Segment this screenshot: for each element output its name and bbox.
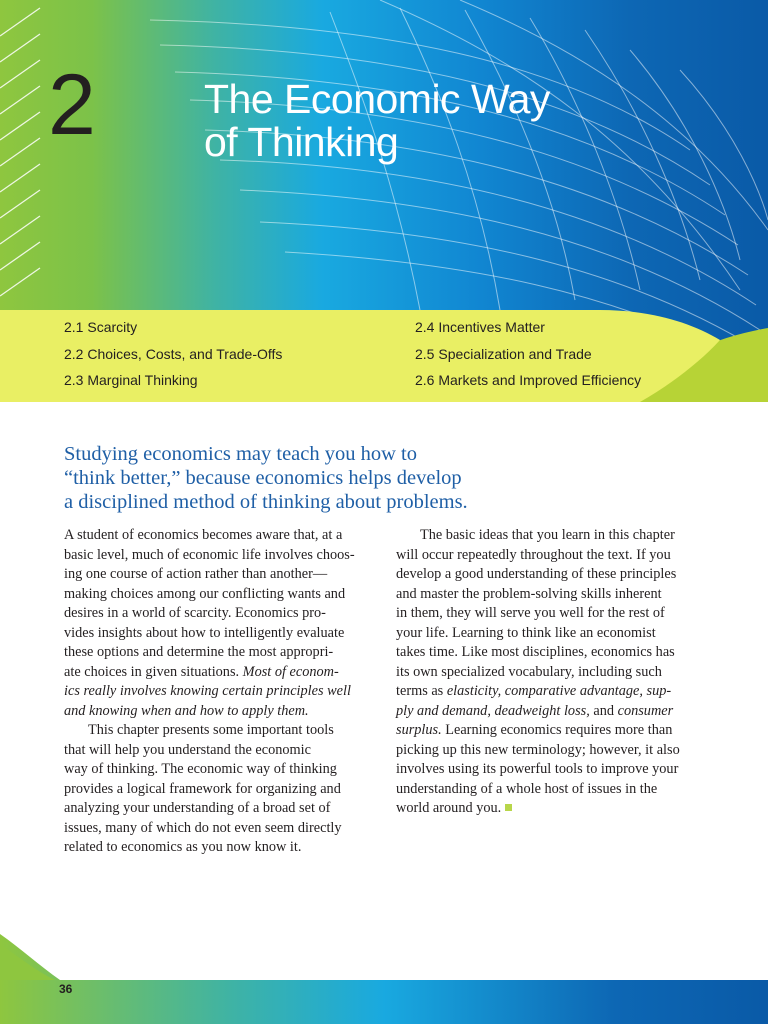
body-text: Learning economics requires more than bbox=[441, 722, 673, 738]
stripe-lines-graphic bbox=[0, 8, 40, 296]
chapter-title-line: The Economic Way bbox=[204, 76, 550, 122]
body-text: ate choices in given situations. bbox=[64, 663, 243, 680]
body-line: picking up this new terminology; however, it also bbox=[396, 741, 680, 758]
body-line bbox=[396, 682, 696, 702]
section-link[interactable]: 2.6 Markets and Improved Efficiency bbox=[415, 372, 642, 388]
section-link[interactable]: 2.2 Choices, Costs, and Trade-Offs bbox=[64, 346, 283, 362]
section-link[interactable]: 2.5 Specialization and Trade bbox=[415, 346, 592, 362]
body-column-right bbox=[396, 526, 696, 819]
end-of-section-square-icon bbox=[505, 804, 512, 811]
chapter-number: 2 bbox=[48, 57, 96, 153]
body-line: its own specialized vocabulary, including such bbox=[396, 663, 662, 680]
intro-lead bbox=[64, 442, 564, 514]
body-line: these options and determine the most appropri- bbox=[64, 644, 334, 660]
chapter-title bbox=[204, 78, 550, 164]
body-line bbox=[64, 682, 364, 702]
body-line: A student of economics becomes aware that, at a bbox=[64, 527, 343, 543]
body-line: your life. Learning to think like an economist bbox=[396, 624, 656, 641]
footer-band bbox=[0, 920, 768, 1024]
body-line: that will help you understand the economic bbox=[64, 741, 311, 758]
body-line bbox=[64, 702, 364, 722]
emphasis-text: ics really involves knowing certain principles well bbox=[64, 683, 351, 699]
body-line: basic level, much of economic life involves choos- bbox=[64, 546, 355, 563]
body-line: ing one course of action rather than another— bbox=[64, 566, 328, 582]
body-line: way of thinking. The economic way of thinking bbox=[64, 761, 337, 777]
body-line: issues, many of which do not even seem directly bbox=[64, 819, 342, 836]
intro-line: “think better,” because economics helps develop bbox=[64, 467, 462, 489]
emphasis-text: Most of econom- bbox=[242, 663, 339, 680]
body-line: involves using its powerful tools to improve your bbox=[396, 761, 679, 777]
body-line: This chapter presents some important tools bbox=[88, 722, 334, 738]
body-line: and master the problem-solving skills inherent bbox=[396, 585, 662, 602]
body-line: will occur repeatedly throughout the text. If you bbox=[396, 546, 671, 563]
body-text: and bbox=[589, 702, 618, 719]
body-line: develop a good understanding of these principles bbox=[396, 566, 677, 582]
body-line: The basic ideas that you learn in this chapter bbox=[420, 527, 675, 543]
body-line: understanding of a whole host of issues in the bbox=[396, 780, 658, 797]
body-text: world around you. bbox=[396, 800, 502, 816]
section-link[interactable]: 2.1 Scarcity bbox=[64, 319, 138, 335]
body-line bbox=[396, 702, 696, 722]
emphasis-text: surplus. bbox=[396, 722, 442, 738]
body-line bbox=[64, 663, 364, 683]
intro-line: Studying economics may teach you how to bbox=[64, 443, 417, 465]
emphasis-text: elasticity, comparative advantage, sup- bbox=[446, 683, 672, 699]
emphasis-text: consumer bbox=[617, 702, 674, 719]
body-line bbox=[396, 721, 696, 741]
body-column-left bbox=[64, 526, 364, 858]
page-number: 36 bbox=[59, 982, 73, 996]
chapter-title-line: of Thinking bbox=[204, 119, 399, 165]
body-line: in them, they will serve you well for the rest of bbox=[396, 605, 665, 621]
emphasis-text: ply and demand, deadweight loss, bbox=[396, 702, 590, 719]
body-line: desires in a world of scarcity. Economics pro- bbox=[64, 605, 326, 621]
body-text: terms as bbox=[396, 683, 447, 699]
section-link[interactable]: 2.3 Marginal Thinking bbox=[64, 372, 198, 388]
body-line: making choices among our conflicting wants and bbox=[64, 585, 346, 602]
section-link[interactable]: 2.4 Incentives Matter bbox=[415, 319, 545, 335]
body-line: vides insights about how to intelligently evaluate bbox=[64, 624, 345, 641]
section-list bbox=[0, 310, 768, 402]
body-line: takes time. Like most disciplines, economics has bbox=[396, 644, 675, 660]
body-line: provides a logical framework for organizing and bbox=[64, 780, 341, 797]
emphasis-text: and knowing when and how to apply them. bbox=[64, 702, 309, 719]
body-line: analyzing your understanding of a broad set of bbox=[64, 800, 331, 816]
body-line bbox=[396, 799, 696, 819]
body-line: related to economics as you now know it. bbox=[64, 839, 302, 855]
intro-line: a disciplined method of thinking about problems. bbox=[64, 491, 468, 513]
chapter-header-banner bbox=[0, 0, 768, 402]
